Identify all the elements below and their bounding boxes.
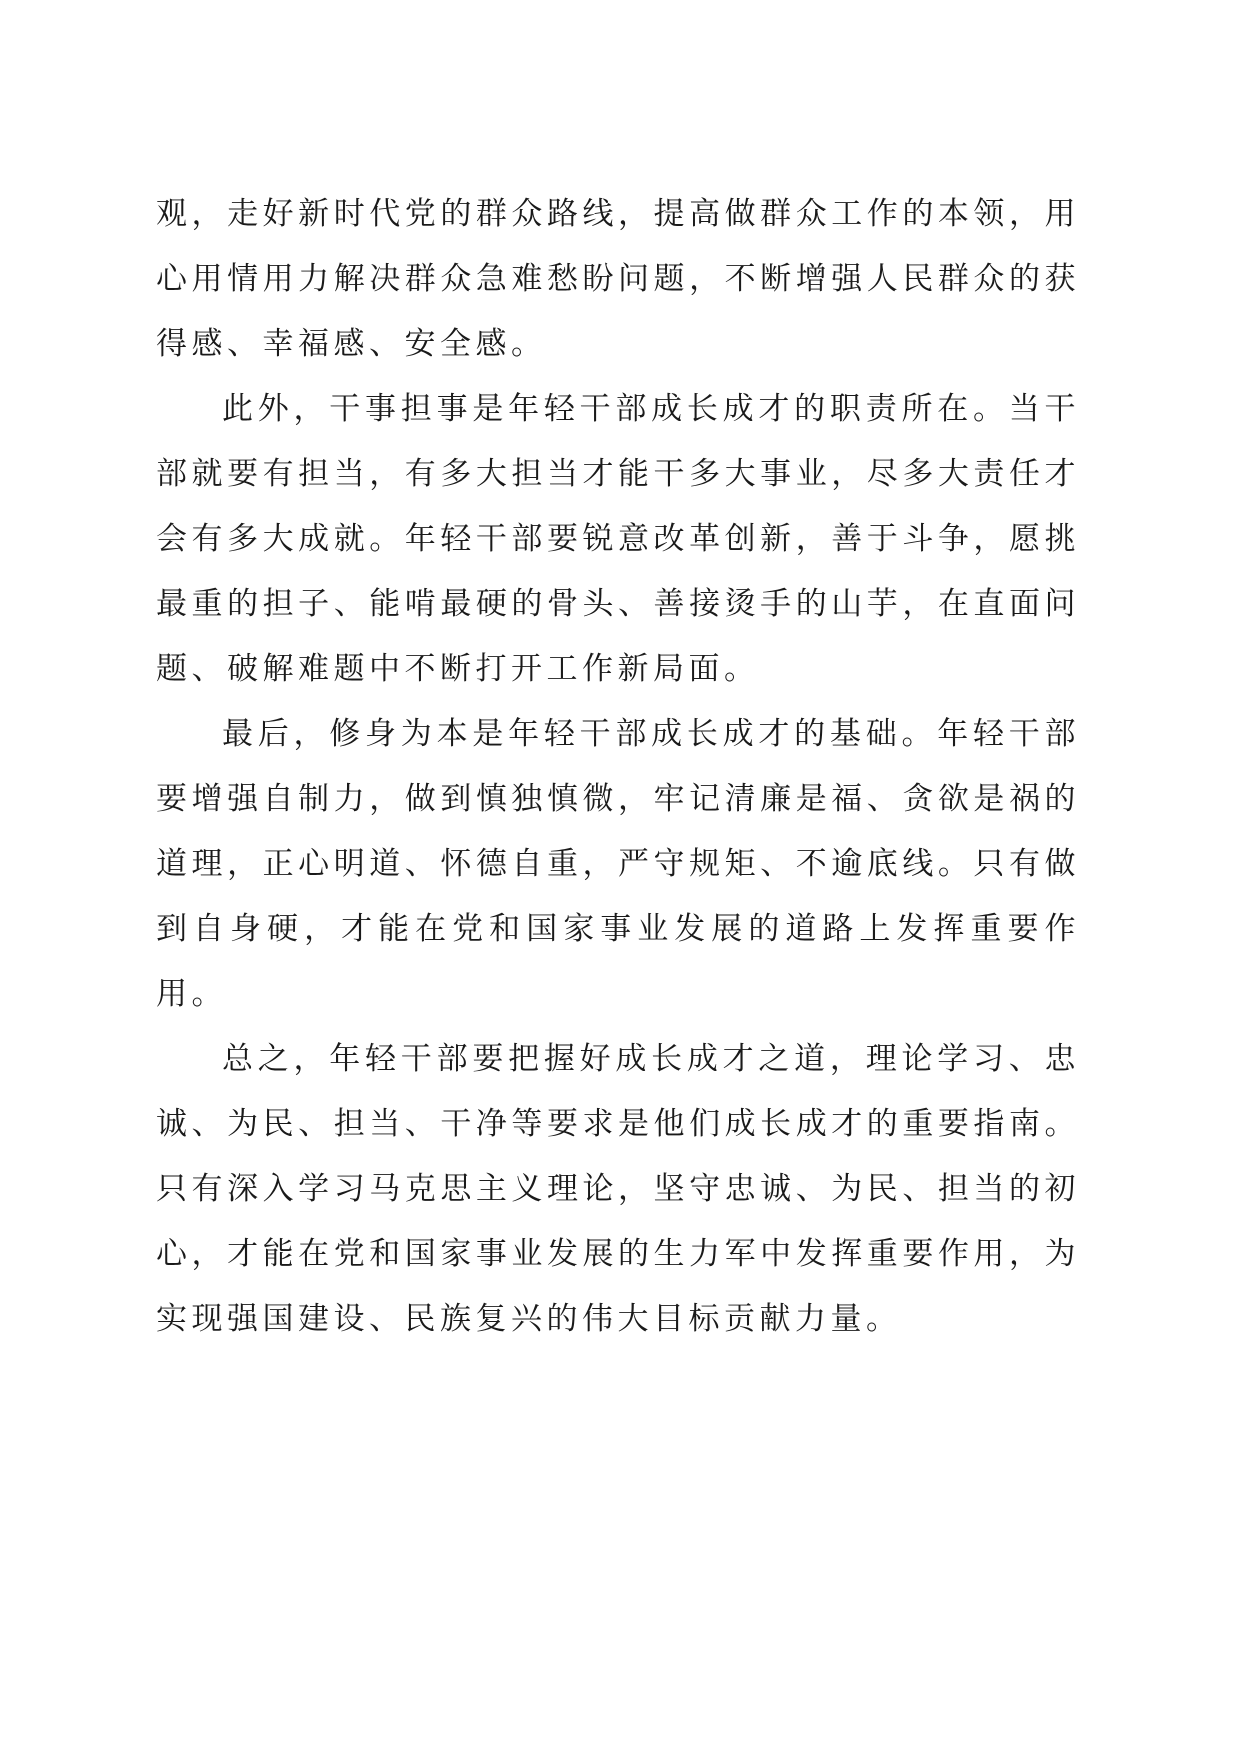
paragraph-continuation: 观，走好新时代党的群众路线，提高做群众工作的本领，用心用情用力解决群众急难愁盼问题，不断增强人民群众的获得感、幸福感、安全感。 <box>156 196 1080 362</box>
paragraph-responsibility: 此外，干事担事是年轻干部成长成才的职责所在。当干部就要有担当，有多大担当才能干多大事业，尽多大责任才会有多大成就。年轻干部要锐意改革创新，善于斗争，愿挑最重的担子、能啃最硬的骨头、善接烫手的山芋，在直面问题、破解难题中不断打开工作新局面。 <box>156 391 1080 687</box>
paragraph-self-cultivation: 最后，修身为本是年轻干部成长成才的基础。年轻干部要增强自制力，做到慎独慎微，牢记清廉是福、贪欲是祸的道理，正心明道、怀德自重，严守规矩、不逾底线。只有做到自身硬，才能在党和国家事业发展的道路上发挥重要作用。 <box>156 716 1080 1012</box>
document-body <box>156 182 1080 1352</box>
paragraph-conclusion: 总之，年轻干部要把握好成长成才之道，理论学习、忠诚、为民、担当、干净等要求是他们成长成才的重要指南。只有深入学习马克思主义理论，坚守忠诚、为民、担当的初心，才能在党和国家事业发展的生力军中发挥重要作用，为实现强国建设、民族复兴的伟大目标贡献力量。 <box>156 1041 1080 1337</box>
